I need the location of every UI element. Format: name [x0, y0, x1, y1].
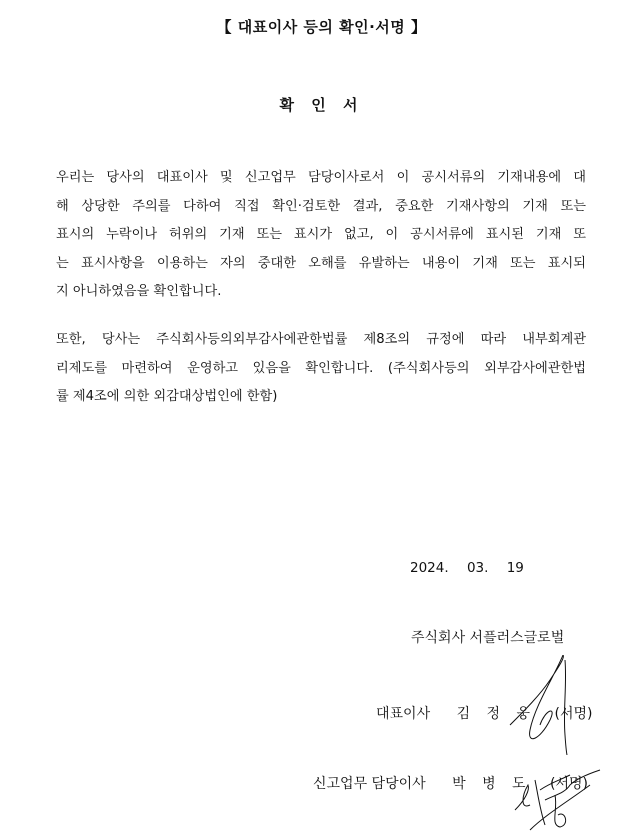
- paragraph-line: 리제도를 마련하여 운영하고 있음을 확인합니다. (주식회사등의 외부감사에관한법: [56, 360, 586, 376]
- confirmation-paragraph-2: [56, 326, 586, 412]
- ceo-handwritten-signature-icon: [505, 655, 585, 755]
- cfo-seal-label: (서명): [550, 776, 589, 792]
- paragraph-line: 표시의 누락이나 허위의 기재 또는 표시가 없고, 이 공시서류에 표시된 기재 또: [56, 227, 586, 242]
- ceo-seal-label: (서명): [554, 706, 593, 722]
- confirmation-paragraph-1: [56, 164, 586, 307]
- document-title: 확 인 서: [279, 96, 364, 114]
- cfo-role-label: 신고업무 담당이사: [313, 776, 426, 792]
- document-date: 2024. 03. 19: [410, 560, 524, 576]
- paragraph-line: 는 표시사항을 이용하는 자의 중대한 오해를 유발하는 내용이 기재 또는 표시되: [56, 255, 586, 271]
- cfo-handwritten-signature-icon: [510, 755, 610, 840]
- paragraph-line: 해 상당한 주의를 다하여 직접 확인·검토한 결과, 중요한 기재사항의 기재 또는: [56, 198, 586, 214]
- paragraph-line: 지 아니하였음을 확인합니다.: [56, 284, 222, 299]
- section-header-title: 【 대표이사 등의 확인·서명 】: [216, 18, 427, 36]
- paragraph-line: 우리는 당사의 대표이사 및 신고업무 담당이사로서 이 공시서류의 기재내용에 대: [56, 170, 586, 185]
- cfo-name: 박 병 도: [452, 776, 532, 792]
- company-name: 주식회사 서플러스글로벌: [411, 630, 565, 646]
- paragraph-line: 또한, 당사는 주식회사등의외부감사에관한법률 제8조의 규정에 따라 내부회계관: [56, 332, 586, 347]
- ceo-role-label: 대표이사: [376, 706, 431, 722]
- ceo-name: 김 정 웅: [456, 706, 537, 722]
- paragraph-line: 률 제4조에 의한 외감대상법인에 한함): [56, 389, 278, 404]
